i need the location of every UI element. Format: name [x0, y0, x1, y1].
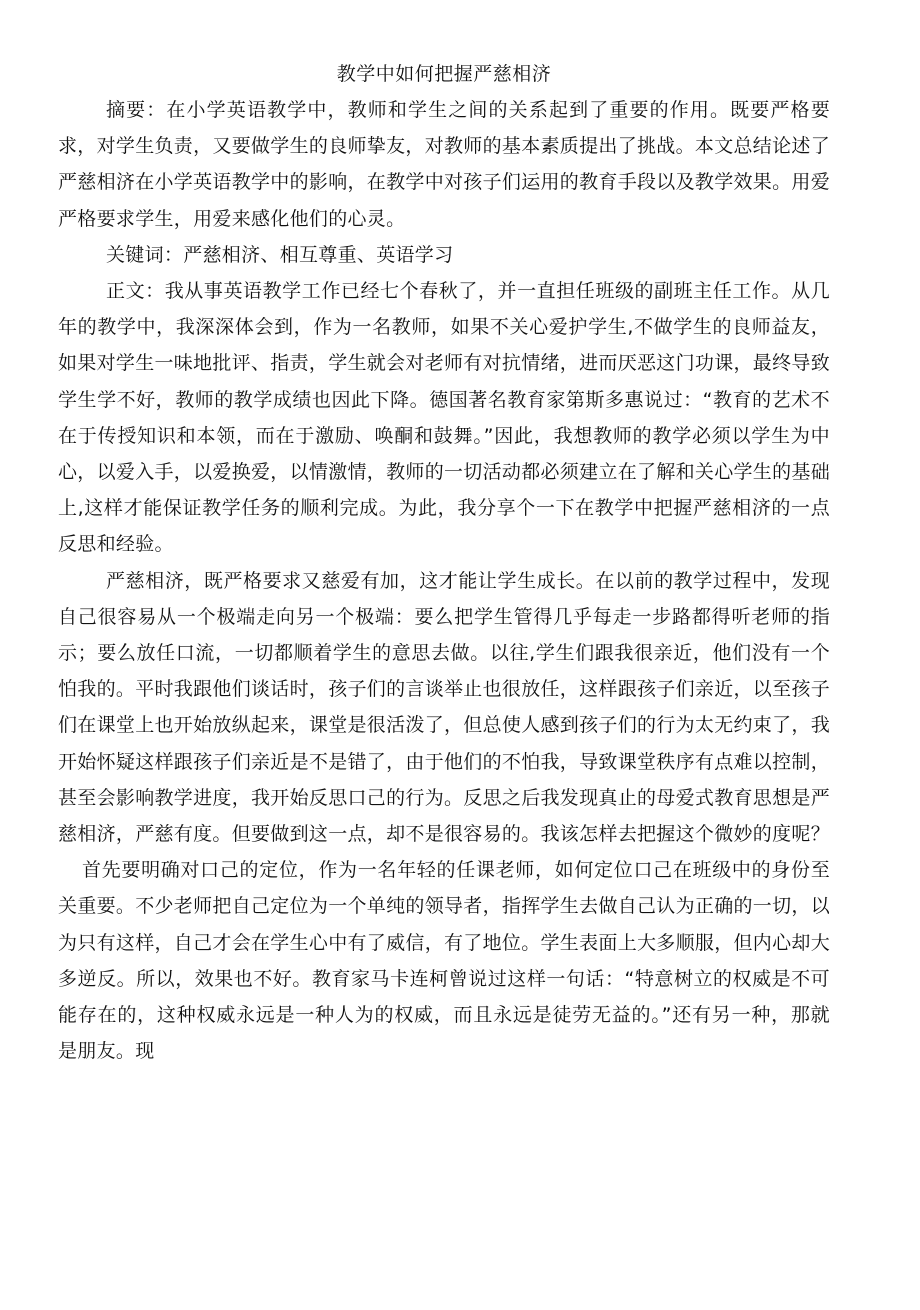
- document-page: [58, 56, 830, 1069]
- keywords-paragraph: 关键词：严慈相济、相互尊重、英语学习: [106, 243, 454, 266]
- body-paragraph-1: 正文：我从事英语教学工作已经七个春秋了，并一直担任班级的副班主任工作。从几年的教学中，我深深体会到，作为一名教师，如果不关心爱护学生,不做学生的良师益友，如果对学生一味地批评、指责，学生就会对老师有对抗情绪，进而厌恶这门功课，最终导致学生学不好，教师的教学成绩也因此下降。德国著名教育家第斯多惠说过：“教育的艺术不在于传授知识和本领，而在于激励、唤酮和鼓舞。”因此，我想教师的教学必须以学生为中心，以爱入手，以爱换爱，以情激情，教师的一切活动都必须建立在了解和关心学生的基础上,这样才能保证教学任务的顺利完成。为此，我分享个一下在教学中把握严慈相济的一点反思和经验。: [58, 280, 831, 556]
- body-paragraph-3: 首先要明确对口己的定位，作为一名年轻的任课老师，如何定位口己在班级中的身份至关重要。不少老师把自己定位为一个单纯的领导者，指挥学生去做自己认为正确的一切，以为只有这样，自己才会在学生心中有了威信，有了地位。学生表面上大多顺服，但内心却大多逆反。所以，效果也不好。教育家马卡连柯曾说过这样一句话：“特意树立的权威是不可能存在的，这种权威永远是一种人为的权威，而且永远是徒劳无益的。”还有另一种，那就是朋友。现: [58, 859, 831, 1063]
- body-paragraph-2: 严慈相济，既严格要求又慈爱有加，这才能让学生成长。在以前的教学过程中，发现自己很容易从一个极端走向另一个极端：要么把学生管得几乎每走一步路都得听老师的指示；要么放任口流，一切都顺着学生的意思去做。以往,学生们跟我很亲近，他们没有一个怕我的。平时我跟他们谈话时，孩子们的言谈举止也很放任，这样跟孩子们亲近，以至孩子们在课堂上也开始放纵起来，课堂是很活泼了，但总使人感到孩子们的行为太无约束了，我开始怀疑这样跟孩子们亲近是不是错了，由于他们的不怕我，导致课堂秩序有点难以控制，甚至会影响教学进度，我开始反思口己的行为。反思之后我发现真止的母爱式教育思想是严慈相济，严慈有度。但要做到这一点，却不是很容易的。我该怎样去把握这个微妙的度呢？: [58, 569, 831, 846]
- abstract-paragraph: 摘要：在小学英语教学中，教师和学生之间的关系起到了重要的作用。既要严格要求，对学生负责，又要做学生的良师挚友，对教师的基本素质提出了挑战。本文总结论述了严慈相济在小学英语教学中的影响，在教学中对孩子们运用的教育手段以及教学效果。用爱严格要求学生，用爱来感化他们的心灵。: [58, 99, 831, 230]
- document-title: 教学中如何把握严慈相济: [336, 63, 552, 85]
